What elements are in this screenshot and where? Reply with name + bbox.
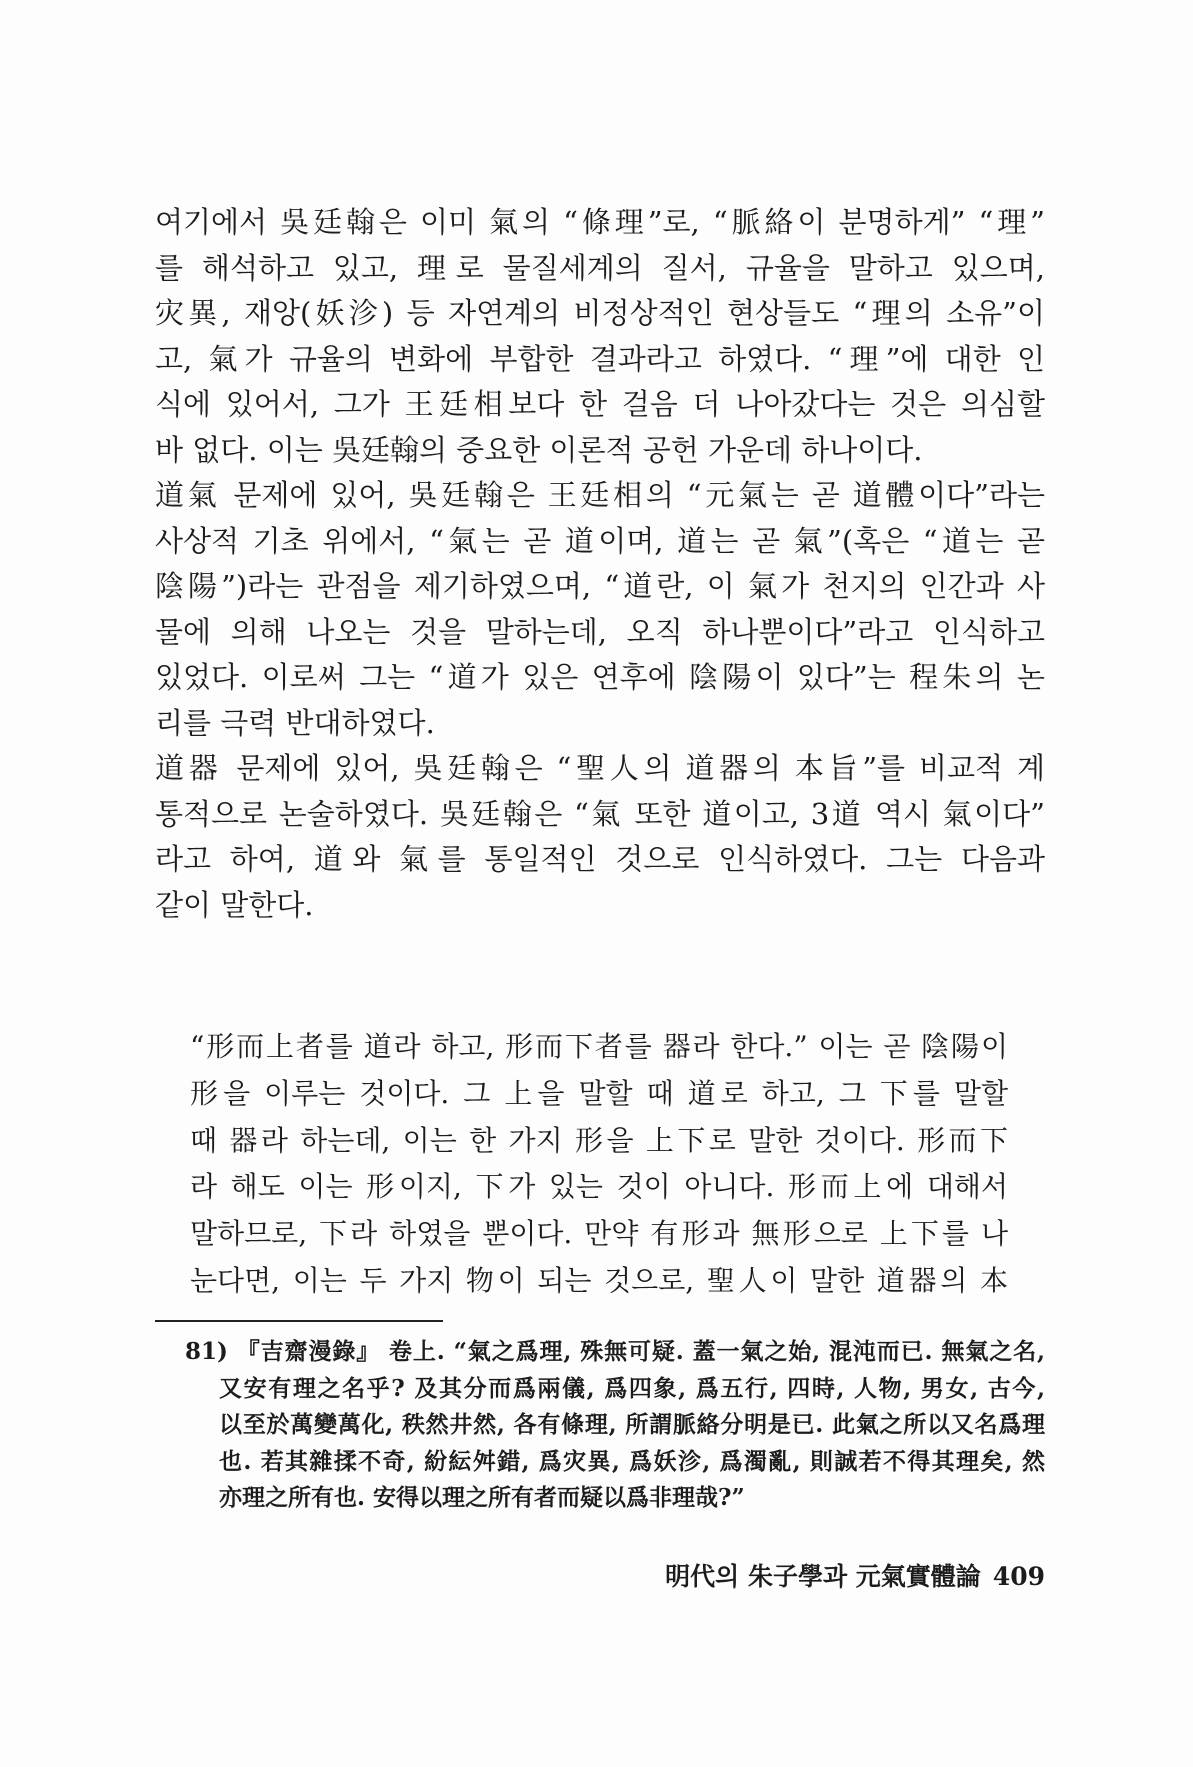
text-line: 같이 말한다. xyxy=(155,887,314,922)
footnote-line: 以至於萬變萬化, 秩然井然, 各有條理, 所謂脈絡分明是已. 此氣之所以又名爲理 xyxy=(219,1411,1045,1438)
text-line: 통적으로 논술하였다. 吳廷翰은 “氣 또한 道이고, 3道 역시 氣이다” xyxy=(155,796,1045,831)
text-line: 물에 의해 나오는 것을 말하는데, 오직 하나뿐이다”라고 인식하고 xyxy=(155,614,1045,649)
footnote-81 xyxy=(185,1334,1045,1517)
text-line: 를 해석하고 있고, 理로 물질세계의 질서, 규율을 말하고 있으며, xyxy=(155,250,1045,285)
quote-line: 말하므로, 下라 하였을 뿐이다. 만약 有形과 無形으로 上下를 나 xyxy=(190,1217,1008,1251)
text-line: 道氣 문제에 있어, 吳廷翰은 王廷相의 “元氣는 곧 道體이다”라는 xyxy=(155,478,1045,512)
text-line: 바 없다. 이는 吳廷翰의 중요한 이론적 공헌 가운데 하나이다. xyxy=(155,432,923,467)
quote-line: “形而上者를 道라 하고, 形而下者를 器라 한다.” 이는 곧 陰陽이 xyxy=(190,1030,1008,1063)
running-footer xyxy=(650,1560,1045,1594)
footnote-divider xyxy=(155,1320,443,1322)
footnote-line: 也. 若其雜揉不奇, 紛紜舛錯, 爲灾異, 爲妖沴, 爲濁亂, 則誠若不得其理矣, 然 xyxy=(219,1447,1045,1475)
paragraph-1 xyxy=(155,200,1045,473)
text-line: 여기에서 吳廷翰은 이미 氣의 “條理”로, “脈絡이 분명하게” “理” xyxy=(155,205,1045,239)
text-line: 陰陽”)라는 관점을 제기하였으며, “道란, 이 氣가 천지의 인간과 사 xyxy=(155,569,1045,603)
running-title: 明代의 朱子學과 元氣實體論 xyxy=(665,1562,981,1591)
block-quote xyxy=(190,1024,1008,1305)
paragraph-2 xyxy=(155,473,1045,746)
footnote-line: 亦理之所有也. 安得以理之所有者而疑以爲非理哉?” xyxy=(219,1484,745,1511)
quote-line: 눈다면, 이는 두 가지 物이 되는 것으로, 聖人이 말한 道器의 本 xyxy=(190,1263,1008,1297)
body-text xyxy=(155,200,1045,928)
paragraph-3 xyxy=(155,746,1045,928)
text-line: 사상적 기초 위에서, “氣는 곧 道이며, 道는 곧 氣”(혹은 “道는 곧 xyxy=(155,523,1045,558)
text-line: 있었다. 이로써 그는 “道가 있은 연후에 陰陽이 있다”는 程朱의 논 xyxy=(155,660,1045,694)
quote-line: 때 器라 하는데, 이는 한 가지 形을 上下로 말한 것이다. 形而下 xyxy=(190,1123,1008,1157)
text-line: 道器 문제에 있어, 吳廷翰은 “聖人의 道器의 本旨”를 비교적 계 xyxy=(155,751,1045,785)
quote-line: 라 해도 이는 形이지, 下가 있는 것이 아니다. 形而上에 대해서 xyxy=(190,1170,1008,1204)
text-line: 고, 氣가 규율의 변화에 부합한 결과라고 하였다. “理”에 대한 인 xyxy=(155,341,1045,376)
footnote-line: 又安有理之名乎? 及其分而爲兩儀, 爲四象, 爲五行, 四時, 人物, 男女, 古今, xyxy=(219,1374,1045,1402)
text-line: 리를 극력 반대하였다. xyxy=(155,705,435,740)
text-line: 식에 있어서, 그가 王廷相보다 한 걸음 더 나아갔다는 것은 의심할 xyxy=(155,387,1045,421)
text-line: 라고 하여, 道와 氣를 통일적인 것으로 인식하였다. 그는 다음과 xyxy=(155,842,1045,876)
page-number: 409 xyxy=(992,1562,1045,1591)
text-line: 灾異, 재앙(妖沴) 등 자연계의 비정상적인 현상들도 “理의 소유”이 xyxy=(155,296,1045,330)
footnote-line: 81) 『吉齋漫錄』 卷上. “氣之爲理, 殊無可疑. 蓋一氣之始, 混沌而已. 無氣之名, xyxy=(185,1338,1045,1365)
quote-line: 形을 이루는 것이다. 그 上을 말할 때 道로 하고, 그 下를 말할 xyxy=(190,1076,1008,1110)
